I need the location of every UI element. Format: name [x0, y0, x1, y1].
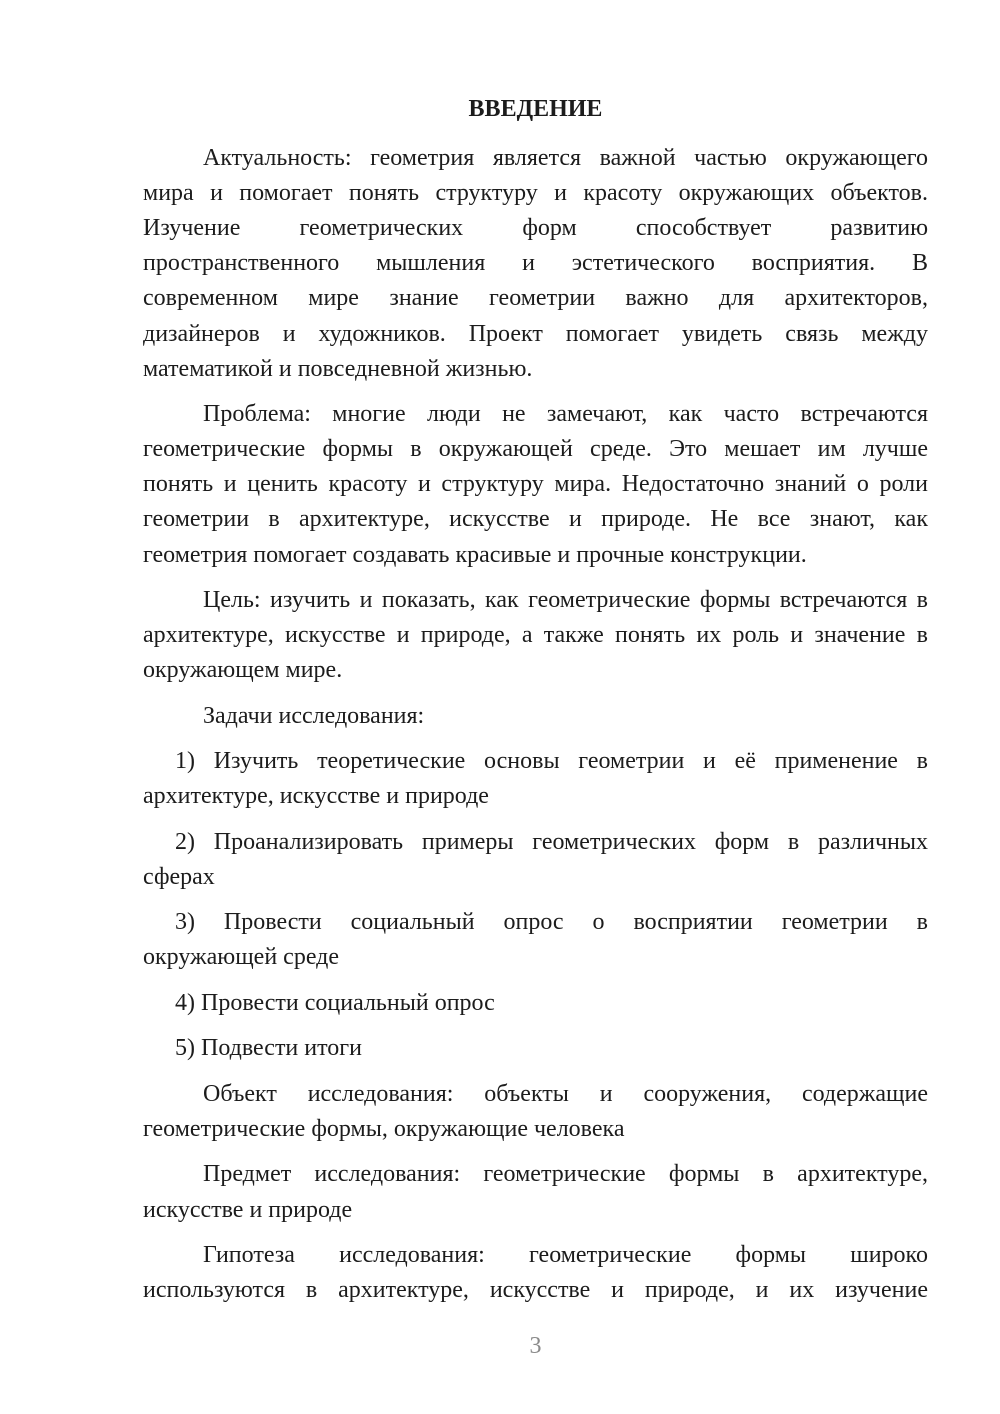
task-item-5 — [143, 1031, 928, 1066]
goal-paragraph — [143, 583, 928, 688]
subject-line: искусстве и природе — [143, 1196, 353, 1223]
relevance-paragraph — [143, 141, 928, 387]
task-item-4 — [143, 986, 928, 1021]
page-number: 3 — [529, 1333, 542, 1359]
relevance-line: математикой и повседневной жизнью. — [143, 355, 533, 382]
hypothesis-line: Гипотеза исследования: геометрические формы широко — [203, 1242, 928, 1269]
relevance-line: мира и помогает понять структуру и красоту окружающих объектов. — [143, 180, 928, 207]
goal-line: архитектуре, искусстве и природе, а также понять их роль и значение в — [143, 622, 928, 649]
task-line: архитектуре, искусстве и природе — [143, 783, 489, 810]
relevance-line: Актуальность: геометрия является важной частью окружающего — [203, 145, 928, 172]
goal-line: окружающем мире. — [143, 657, 343, 684]
task-item-3 — [143, 905, 928, 975]
problem-line: понять и ценить красоту и структуру мира. Недостаточно знаний о роли — [143, 471, 928, 498]
object-line: геометрические формы, окружающие человека — [143, 1115, 625, 1142]
problem-line: геометрия помогает создавать красивые и прочные конструкции. — [143, 541, 807, 568]
task-line: 5) Подвести итоги — [175, 1035, 362, 1062]
problem-line: геометрические формы в окружающей среде. Это мешает им лучше — [143, 436, 928, 463]
task-line: 4) Провести социальный опрос — [175, 989, 495, 1016]
tasks-heading — [143, 699, 928, 734]
task-line: 3) Провести социальный опрос о восприятии геометрии в — [175, 909, 928, 936]
subject-line: Предмет исследования: геометрические формы в архитектуре, — [203, 1161, 928, 1188]
hypothesis-paragraph — [143, 1238, 928, 1308]
goal-line: Цель: изучить и показать, как геометрические формы встречаются в — [203, 587, 928, 613]
task-line: окружающей среде — [143, 944, 340, 971]
relevance-line: дизайнеров и художников. Проект помогает увидеть связь между — [143, 320, 928, 347]
task-item-2 — [143, 825, 928, 895]
problem-line: геометрии в архитектуре, искусстве и природе. Не все знают, как — [143, 506, 928, 533]
tasks-heading-text: Задачи исследования: — [203, 702, 425, 729]
relevance-line: современном мире знание геометрии важно для архитекторов, — [143, 285, 928, 312]
task-line: 1) Изучить теоретические основы геометрии и её применение в — [175, 748, 928, 775]
hypothesis-line: используются в архитектуре, искусстве и природе, и их изучение — [143, 1277, 928, 1304]
section-title: ВВЕДЕНИЕ — [468, 96, 603, 122]
relevance-line: пространственного мышления и эстетического восприятия. В — [143, 250, 928, 277]
object-paragraph — [143, 1077, 928, 1147]
relevance-line: Изучение геометрических форм способствует развитию — [143, 215, 928, 242]
object-line: Объект исследования: объекты и сооружения, содержащие — [203, 1080, 928, 1107]
task-line: 2) Проанализировать примеры геометрических форм в различных — [175, 828, 928, 855]
subject-paragraph — [143, 1157, 928, 1227]
problem-paragraph — [143, 397, 928, 572]
task-item-1 — [143, 744, 928, 814]
task-line: сферах — [143, 863, 215, 890]
page-content — [143, 92, 928, 1319]
problem-line: Проблема: многие люди не замечают, как часто встречаются — [203, 401, 928, 428]
